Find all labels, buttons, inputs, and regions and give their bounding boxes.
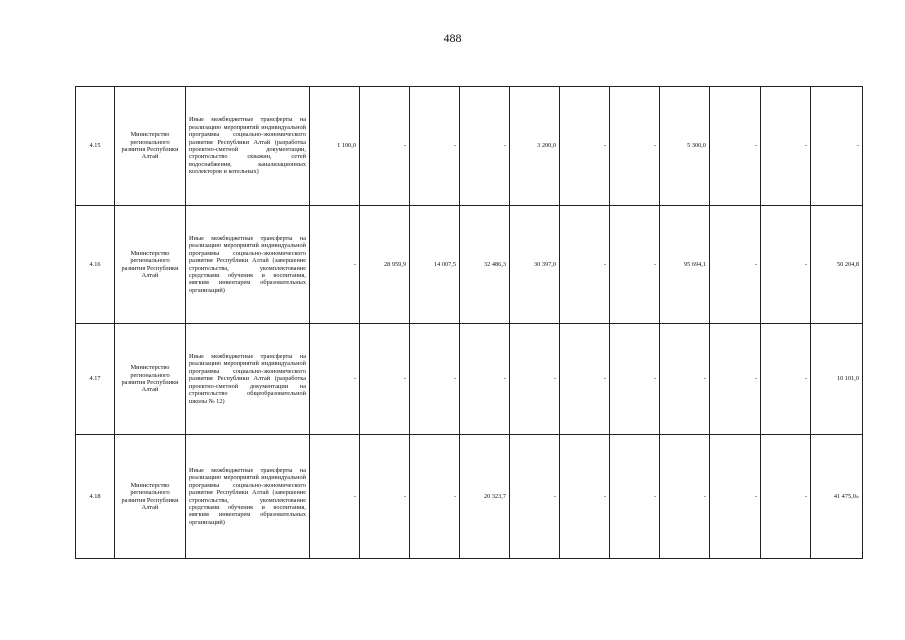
funding-value: - (560, 87, 610, 206)
funding-value: - (410, 87, 460, 206)
funding-value: - (460, 324, 510, 435)
row-number: 4.16 (76, 206, 115, 324)
funding-value: - (660, 435, 710, 559)
funding-value: - (360, 435, 410, 559)
table-row (76, 435, 863, 559)
funding-value: - (460, 87, 510, 206)
funding-value: - (410, 324, 460, 435)
funding-value: 3 200,0 (510, 87, 560, 206)
funding-value: 30 397,0 (510, 206, 560, 324)
funding-value: 95 694,1 (660, 206, 710, 324)
row-number: 4.15 (76, 87, 115, 206)
funding-value: 14 007,5 (410, 206, 460, 324)
funding-value: - (710, 435, 761, 559)
funding-value: - (360, 87, 410, 206)
row-number: 4.17 (76, 324, 115, 435)
table-row (76, 324, 863, 435)
responsible-organization: Министерство регионального развития Республики Алтай (115, 87, 186, 206)
funding-value: - (310, 435, 360, 559)
funding-value: - (610, 87, 660, 206)
funding-value: 41 475,0» (811, 435, 863, 559)
budget-table (75, 86, 863, 559)
page-number: 488 (443, 31, 462, 45)
responsible-organization: Министерство регионального развития Республики Алтай (115, 206, 186, 324)
funding-value: - (761, 87, 811, 206)
funding-value: - (710, 206, 761, 324)
funding-value: - (610, 435, 660, 559)
funding-value: 50 204,8 (811, 206, 863, 324)
measure-description: Иные межбюджетные трансферты на реализацию мероприятий индивидуальной программы социально-экономического развития Республики Алтай (завершение строительства, укомплектование средствами обучения и воспитания, мягким инвентарем образовательных организаций) (186, 435, 310, 559)
measure-description: Иные межбюджетные трансферты на реализацию мероприятий индивидуальной программы социально-экономического развития Республики Алтай (разработка проектно-сметной документации на строительство общеобразовательной школы № 12) (186, 324, 310, 435)
funding-value: 1 100,0 (310, 87, 360, 206)
funding-value: 28 959,9 (360, 206, 410, 324)
measure-description: Иные межбюджетные трансферты на реализацию мероприятий индивидуальной программы социально-экономического развития Республики Алтай (разработка проектно-сметной документации, строительство скважин, сетей водоснабжения, канализационных коллекторов и котельных) (186, 87, 310, 206)
funding-value: - (811, 87, 863, 206)
funding-value: - (310, 324, 360, 435)
funding-value: - (510, 435, 560, 559)
funding-value: 10 101,0 (811, 324, 863, 435)
funding-value: - (761, 324, 811, 435)
table-row (76, 87, 863, 206)
funding-value: - (410, 435, 460, 559)
funding-value: - (510, 324, 560, 435)
responsible-organization: Министерство регионального развития Республики Алтай (115, 435, 186, 559)
funding-value: 5 300,0 (660, 87, 710, 206)
row-number: 4.18 (76, 435, 115, 559)
funding-value: - (310, 206, 360, 324)
funding-value: 20 323,7 (460, 435, 510, 559)
funding-value: - (660, 324, 710, 435)
funding-value: - (560, 324, 610, 435)
funding-value: - (761, 206, 811, 324)
funding-value: - (360, 324, 410, 435)
funding-value: - (610, 324, 660, 435)
responsible-organization: Министерство регионального развития Республики Алтай (115, 324, 186, 435)
funding-value: - (610, 206, 660, 324)
measure-description: Иные межбюджетные трансферты на реализацию мероприятий индивидуальной программы социально-экономического развития Республики Алтай (завершение строительства, укомплектование средствами обучения и воспитания, мягким инвентарем образовательных организаций) (186, 206, 310, 324)
funding-value: - (761, 435, 811, 559)
funding-value: - (560, 435, 610, 559)
funding-value: - (710, 87, 761, 206)
funding-value: 32 486,3 (460, 206, 510, 324)
funding-value: - (560, 206, 610, 324)
table-row (76, 206, 863, 324)
funding-value: - (710, 324, 761, 435)
